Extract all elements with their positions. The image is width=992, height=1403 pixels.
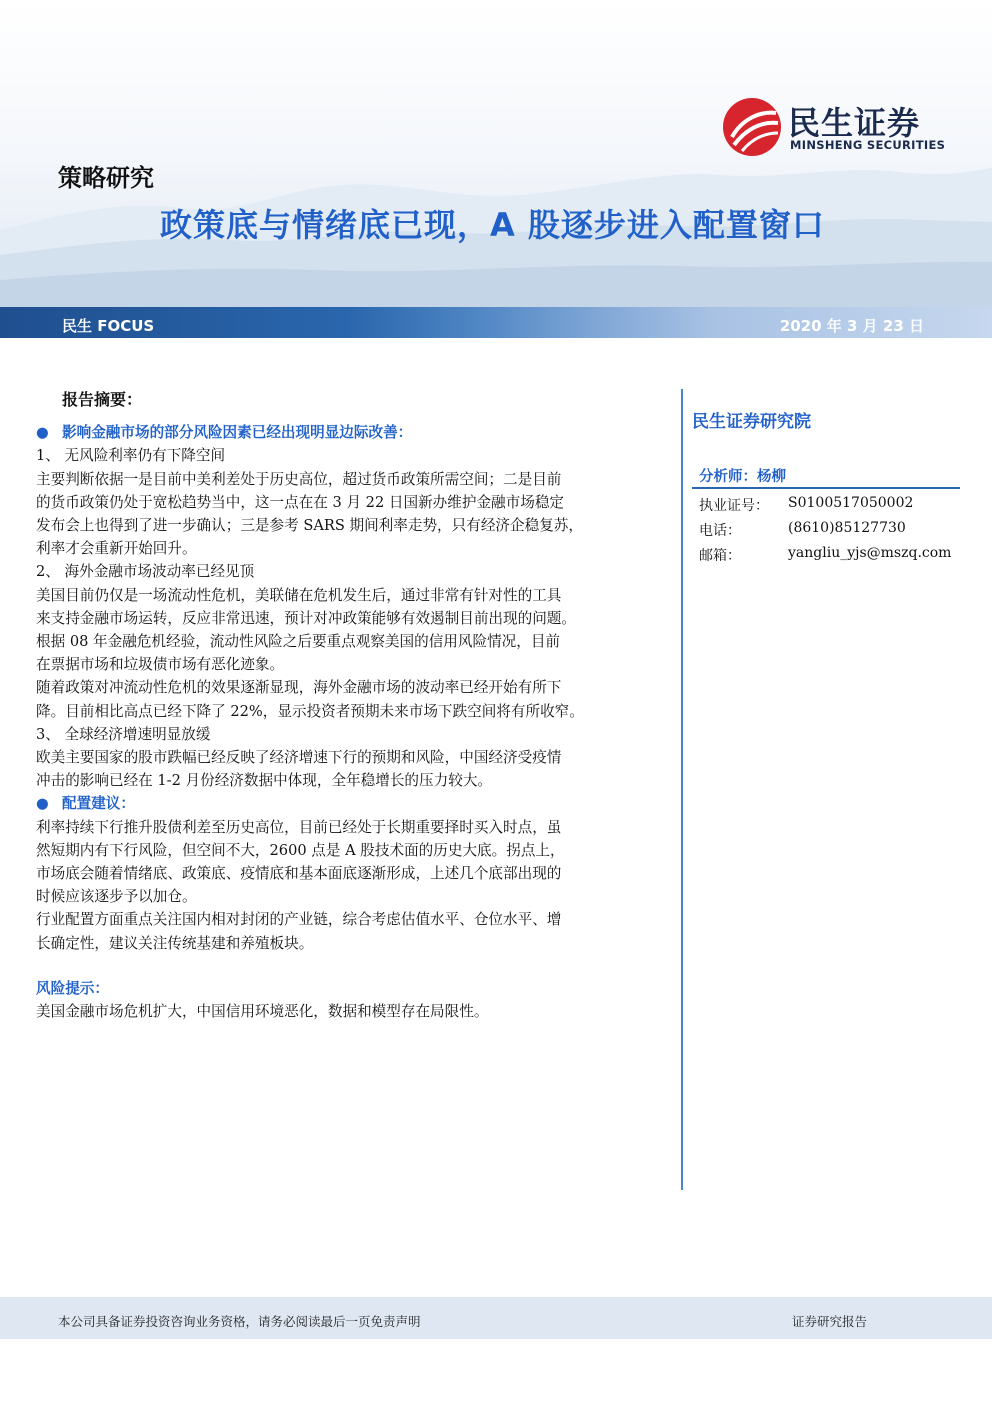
- summary-section: [36, 388, 666, 1023]
- brand-name-cn: 民生证券: [788, 104, 921, 142]
- paragraph-line: 来支持金融市场运转，反应非常迅速，预计对冲政策能够有效遏制目前出现的问题。: [36, 609, 576, 627]
- paragraph-line: 然短期内有下行风险，但空间不大，2600 点是 A 股技术面的历史大底。拐点上，: [36, 841, 565, 859]
- paragraph-line: 市场底会随着情绪底、政策底、疫情底和基本面底逐渐形成，上述几个底部出现的: [36, 865, 562, 883]
- paragraph-line: 利率持续下行推升股债利差至历史高位，目前已经处于长期重要择时买入时点，虽: [36, 818, 562, 836]
- brand-name-en: MINSHENG SECURITIES: [790, 138, 946, 152]
- point1-text: 影响金融市场的部分风险因素已经出现明显边际改善：: [62, 424, 413, 442]
- paragraph-line: 的货币政策仍处于宽松趋势当中，这一点在在 3 月 22 日国新办维护金融市场稳定: [36, 493, 565, 511]
- report-date: 2020 年 3 月 23 日: [779, 317, 924, 335]
- paragraph-line: 时候应该逐步予以加仓。: [36, 888, 197, 906]
- bullet-point-1: [36, 421, 666, 444]
- paragraph-line: 发布会上也得到了进一步确认；三是参考 SARS 期间利率走势，只有经济企稳复苏，: [36, 517, 583, 535]
- email-link[interactable]: yangliu_yjs@mszq.com: [788, 545, 952, 561]
- spacer: [36, 955, 666, 977]
- paragraph-line: 降。目前相比高点已经下降了 22%，显示投资者预期未来市场下跌空间将有所收窄。: [36, 702, 584, 720]
- footer-disclaimer: 本公司具备证券投资咨询业务资格，请务必阅读最后一页免责声明: [58, 1314, 421, 1329]
- institute-name: 民生证券研究院: [692, 412, 811, 432]
- sidebar-divider: [681, 389, 683, 1190]
- info-label: 执业证号：: [699, 498, 769, 514]
- paragraph-line: 行业配置方面重点关注国内相对封闭的产业链，综合考虑估值水平、仓位水平、增: [36, 911, 562, 929]
- subheading-2: 2、 海外金融市场波动率已经见顶: [36, 563, 255, 581]
- paragraph-line: 主要判断依据一是目前中美利差处于历史高位，超过货币政策所需空间；二是目前: [36, 470, 562, 488]
- info-value: S0100517050002: [788, 495, 914, 511]
- risk-heading: 风险提示：: [36, 979, 109, 997]
- paragraph-line: 随着政策对冲流动性危机的效果逐渐显现，海外金融市场的波动率已经开始有所下: [36, 679, 562, 697]
- risk-text: 美国金融市场危机扩大，中国信用环境恶化，数据和模型存在局限性。: [36, 1003, 489, 1021]
- info-value: (8610)85127730: [788, 520, 906, 536]
- paragraph-line: 美国目前仍仅是一场流动性危机，美联储在危机发生后，通过非常有针对性的工具: [36, 586, 562, 604]
- point2-text: 配置建议：: [62, 795, 135, 813]
- footer-report-type: 证券研究报告: [791, 1314, 867, 1329]
- subheading-1: 1、 无风险利率仍有下降空间: [36, 447, 226, 465]
- paragraph-line: 根据 08 年金融危机经验，流动性风险之后要重点观察美国的信用风险情况，目前: [36, 633, 561, 651]
- paragraph-line: 冲击的影响已经在 1-2 月份经济数据中体现，全年稳增长的压力较大。: [36, 772, 493, 790]
- paragraph-line: 欧美主要国家的股市跌幅已经反映了经济增速下行的预期和风险，中国经济受疫情: [36, 749, 562, 767]
- paragraph-line: 长确定性，建议关注传统基建和养殖板块。: [36, 934, 314, 952]
- header-background: [0, 0, 992, 310]
- subheading-3: 3、 全球经济增速明显放缓: [36, 725, 211, 743]
- analyst-divider: [692, 487, 960, 489]
- analyst-name: 分析师：杨柳: [699, 469, 786, 485]
- bullet-icon: ●: [36, 795, 49, 813]
- bullet-point-2: [36, 792, 666, 815]
- bullet-icon: ●: [36, 424, 49, 442]
- series-label: 民生 FOCUS: [62, 317, 155, 335]
- minsheng-logo-icon: [722, 97, 782, 157]
- info-label: 电话：: [699, 523, 741, 539]
- report-category: 策略研究: [58, 164, 154, 192]
- paragraph-line: 利率才会重新开始回升。: [36, 540, 197, 558]
- summary-heading: 报告摘要：: [62, 390, 143, 409]
- paragraph-line: 在票据市场和垃圾债市场有恶化迹象。: [36, 656, 285, 674]
- info-label: 邮箱：: [699, 548, 741, 564]
- report-title: 政策底与情绪底已现，A 股逐步进入配置窗口: [160, 206, 825, 244]
